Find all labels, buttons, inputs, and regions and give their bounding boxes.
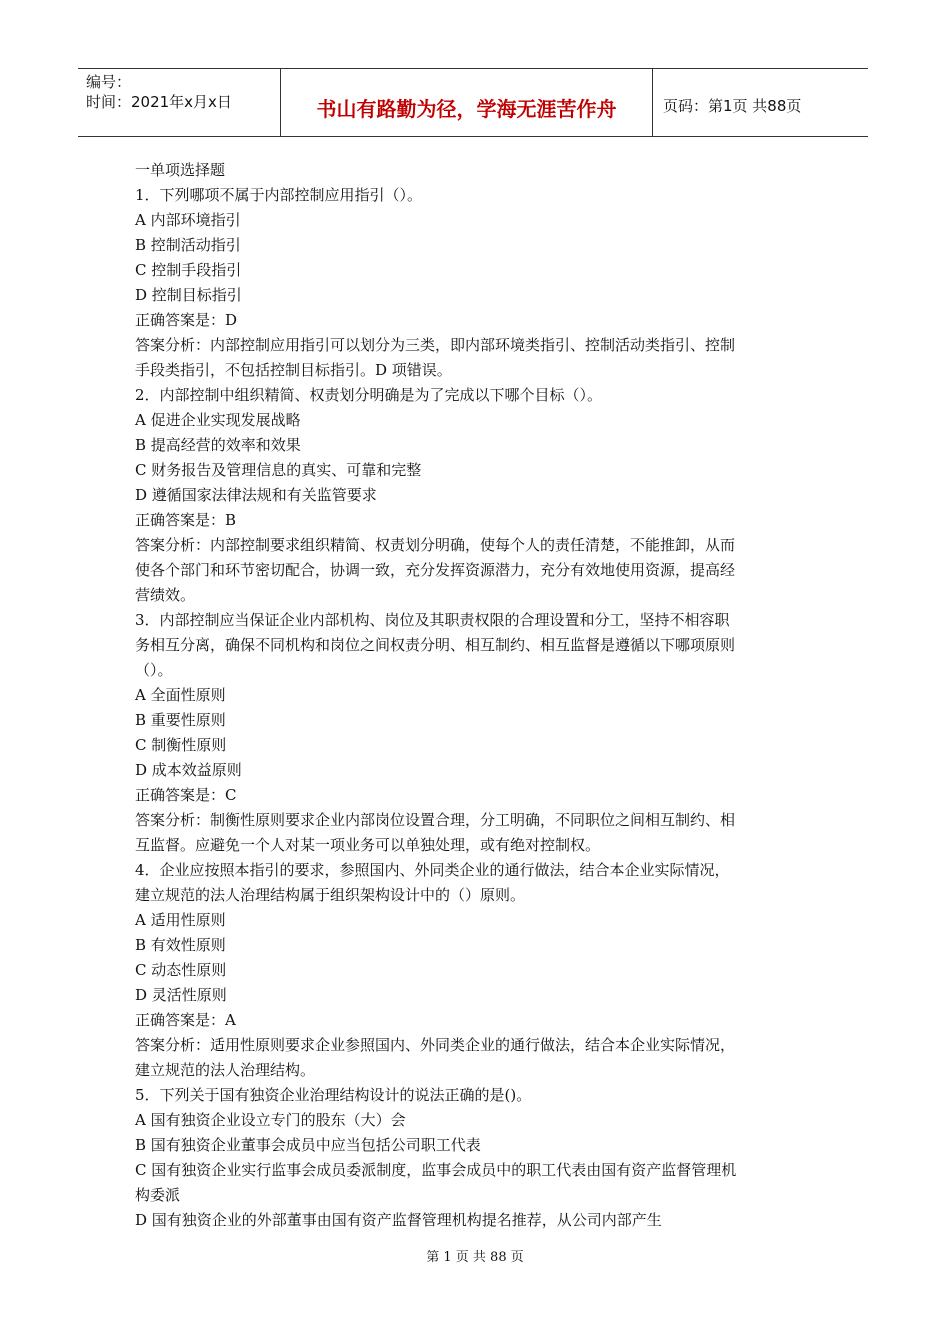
text-line: （）。 — [135, 661, 173, 679]
header-motto-cell — [281, 69, 653, 136]
document-body — [135, 158, 815, 1233]
text-line: C 财务报告及管理信息的真实、可靠和完整 — [135, 461, 422, 479]
text-line: 正确答案是：A — [135, 1011, 236, 1029]
text-line: 营绩效。 — [135, 586, 196, 604]
text-line: 互监督。应避免一个人对某一项业务可以单独处理，或有绝对控制权。 — [135, 836, 601, 854]
text-line: D 国有独资企业的外部董事由国有资产监督管理机构提名推荐，从公司内部产生 — [135, 1211, 662, 1229]
text-line: D 遵循国家法律法规和有关监管要求 — [135, 486, 377, 504]
motto: 书山有路勤为径，学海无涯苦作舟 — [316, 97, 617, 121]
text-line: D 灵活性原则 — [135, 986, 227, 1004]
text-line: 建立规范的法人治理结构属于组织架构设计中的（）原则。 — [135, 886, 526, 904]
text-line: 4．企业应按照本指引的要求，参照国内、外同类企业的通行做法，结合本企业实际情况， — [135, 861, 730, 879]
text-line: 答案分析：适用性原则要求企业参照国内、外同类企业的通行做法，结合本企业实际情况， — [135, 1036, 736, 1054]
text-line: 答案分析：制衡性原则要求企业内部岗位设置合理，分工明确，不同职位之间相互制约、相 — [135, 811, 736, 829]
text-line: B 重要性原则 — [135, 711, 226, 729]
text-line: D 成本效益原则 — [135, 761, 242, 779]
text-line: B 有效性原则 — [135, 936, 226, 954]
text-line: 手段类指引，不包括控制目标指引。D 项错误。 — [135, 361, 452, 379]
text-line: C 国有独资企业实行监事会成员委派制度，监事会成员中的职工代表由国有资产监督管理机 — [135, 1161, 737, 1179]
text-line: 正确答案是：C — [135, 786, 237, 804]
page-info: 页码：第1页 共88页 — [663, 97, 802, 115]
text-line: 正确答案是：B — [135, 511, 237, 529]
text-line: C 制衡性原则 — [135, 736, 227, 754]
text-line: B 提高经营的效率和效果 — [135, 436, 301, 454]
text-line: A 内部环境指引 — [135, 211, 241, 229]
header-meta-cell — [78, 69, 281, 136]
text-line: B 控制活动指引 — [135, 236, 241, 254]
text-line: A 全面性原则 — [135, 686, 226, 704]
text-line: 建立规范的法人治理结构。 — [135, 1061, 316, 1079]
page-header — [78, 68, 868, 137]
text-line: 务相互分离，确保不同机构和岗位之间权责分明、相互制约、相互监督是遵循以下哪项原则 — [135, 636, 736, 654]
text-line: 5．下列关于国有独资企业治理结构设计的说法正确的是()。 — [135, 1086, 532, 1104]
text-line: C 控制手段指引 — [135, 261, 242, 279]
text-line: A 促进企业实现发展战略 — [135, 411, 301, 429]
text-line: A 国有独资企业设立专门的股东（大）会 — [135, 1111, 406, 1129]
text-line: 答案分析：内部控制要求组织精简、权责划分明确，使每个人的责任清楚，不能推卸，从而 — [135, 536, 736, 554]
number-label: 编号： — [86, 73, 132, 91]
text-line: 答案分析：内部控制应用指引可以划分为三类，即内部环境类指引、控制活动类指引、控制 — [135, 336, 736, 354]
text-line: C 动态性原则 — [135, 961, 227, 979]
text-line: 2．内部控制中组织精简、权责划分明确是为了完成以下哪个目标（）。 — [135, 386, 603, 404]
header-page-cell — [653, 69, 868, 136]
text-line: B 国有独资企业董事会成员中应当包括公司职工代表 — [135, 1136, 481, 1154]
text-line: 正确答案是：D — [135, 311, 238, 329]
page-footer: 第 1 页 共 88 页 — [426, 1250, 524, 1265]
question-lines — [135, 183, 815, 1233]
text-line: 1．下列哪项不属于内部控制应用指引（）。 — [135, 186, 423, 204]
text-line: 3．内部控制应当保证企业内部机构、岗位及其职责权限的合理设置和分工，坚持不相容职 — [135, 611, 730, 629]
text-line: D 控制目标指引 — [135, 286, 242, 304]
section-title: 一单项选择题 — [135, 161, 226, 179]
text-line: 使各个部门和环节密切配合，协调一致，充分发挥资源潜力，充分有效地使用资源，提高经 — [135, 561, 736, 579]
time-label: 时间：2021年x月x日 — [86, 93, 232, 111]
text-line: A 适用性原则 — [135, 911, 226, 929]
text-line: 构委派 — [135, 1186, 181, 1204]
